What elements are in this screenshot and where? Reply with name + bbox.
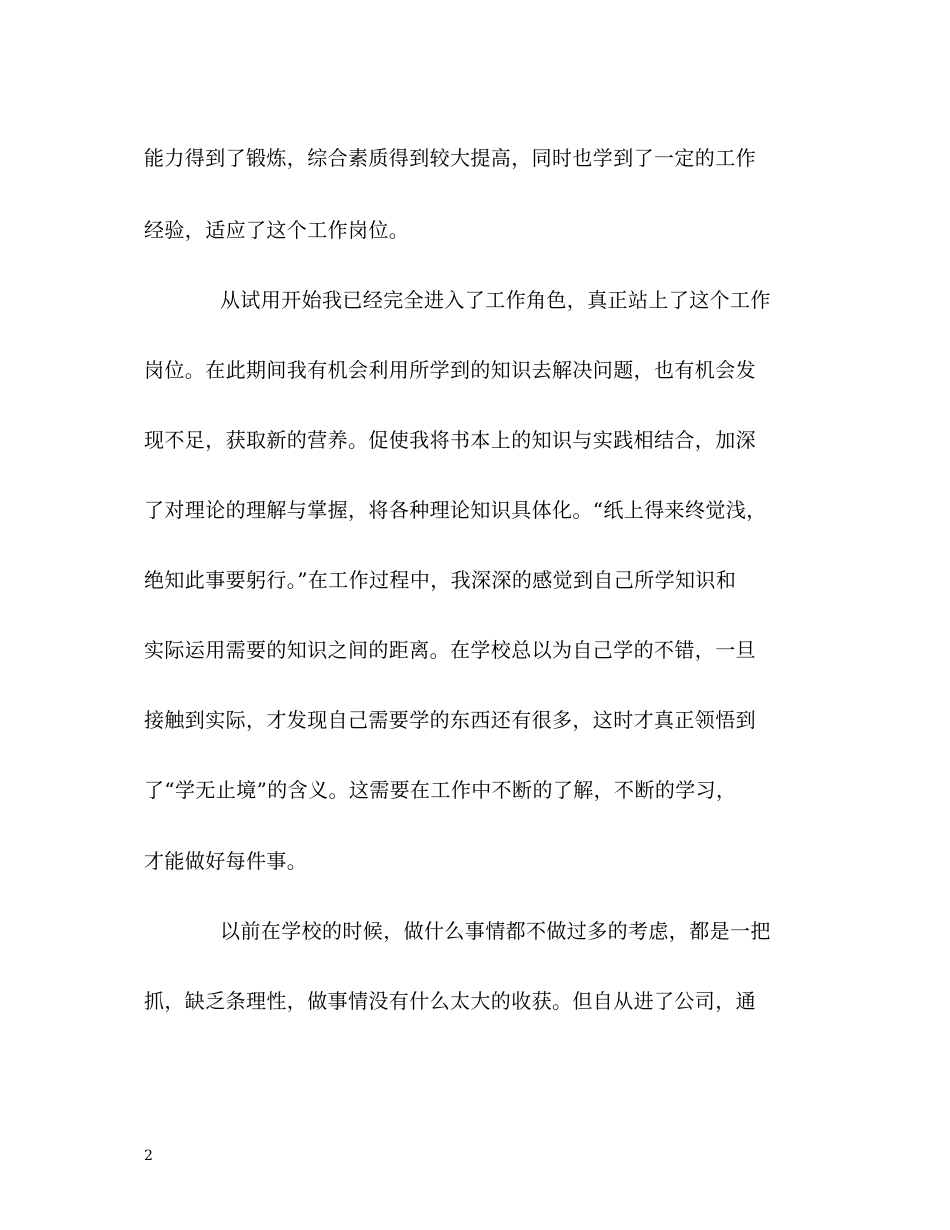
text-line: 岗位。在此期间我有机会利用所学到的知识去解决问题，也有机会发 — [144, 358, 756, 382]
paragraph-start-line: 从试用开始我已经完全进入了工作角色，真正站上了这个工作 — [220, 288, 771, 312]
text-line: 经验，适应了这个工作岗位。 — [144, 218, 410, 242]
text-line: 绝知此事要躬行。”在工作过程中，我深深的感觉到自己所学知识和 — [144, 568, 737, 592]
text-line: 才能做好每件事。 — [144, 849, 308, 873]
page-number: 2 — [144, 1148, 153, 1164]
text-line: 了“学无止境”的含义。这需要在工作中不断的了解，不断的学习， — [144, 778, 737, 802]
text-line: 了对理论的理解与掌握，将各种理论知识具体化。“纸上得来终觉浅， — [144, 498, 767, 522]
text-line: 抓，缺乏条理性，做事情没有什么太大的收获。但自从进了公司，通 — [144, 989, 756, 1013]
text-line: 能力得到了锻炼，综合素质得到较大提高，同时也学到了一定的工作 — [144, 146, 756, 170]
text-line: 实际运用需要的知识之间的距离。在学校总以为自己学的不错，一旦 — [144, 638, 756, 662]
text-line: 接触到实际，才发现自己需要学的东西还有很多，这时才真正领悟到 — [144, 708, 756, 732]
paragraph-start-line: 以前在学校的时候，做什么事情都不做过多的考虑，都是一把 — [220, 919, 771, 943]
text-line: 现不足，获取新的营养。促使我将书本上的知识与实践相结合，加深 — [144, 428, 756, 452]
